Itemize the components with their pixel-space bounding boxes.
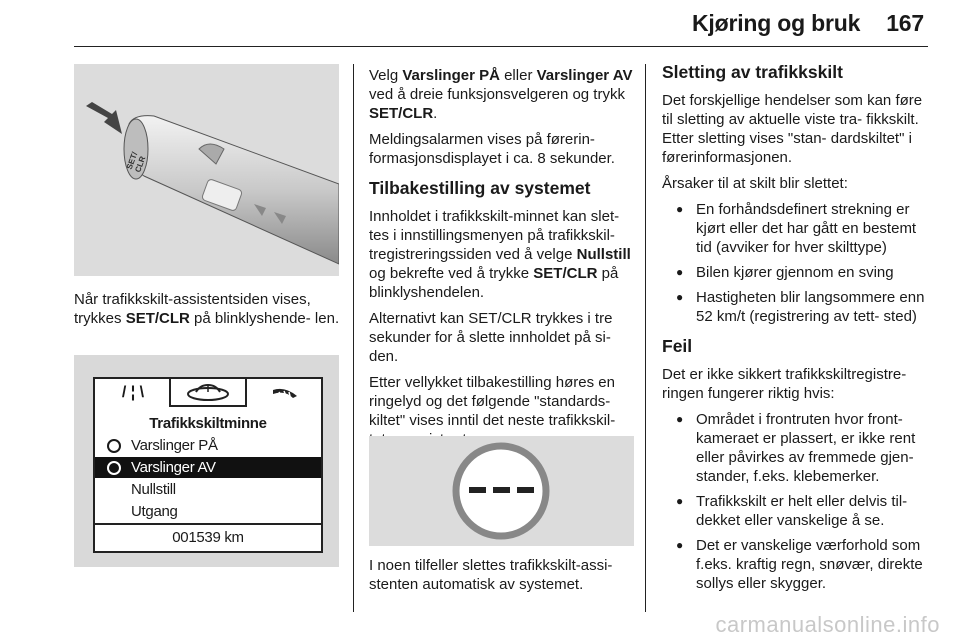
middle-paragraph-2: Meldingsalarmen vises på førerin- formasjonsdisplayet i ca. 8 sekunder. — [369, 131, 615, 167]
car-icon — [186, 383, 230, 401]
page-number: 167 — [886, 10, 924, 36]
odometer: 001539 km — [95, 523, 321, 551]
menu-item-nullstill[interactable] — [95, 479, 321, 500]
header-rule — [74, 46, 928, 47]
middle-paragraph-1 — [369, 66, 635, 123]
text-run: på blinklyshendelen. — [369, 265, 619, 301]
list-item: ● Det er vanskelige værforhold som f.eks. kraftig regn, snøvær, direkte sollys eller skygger. — [662, 536, 932, 593]
menu-item-label: Varslinger AV — [131, 459, 216, 476]
text-run-bold: Varslinger AV — [536, 67, 633, 84]
left-column-text — [74, 290, 340, 335]
text-run: ved å dreie funksjonsvelgeren og trykk — [369, 86, 625, 103]
tab-settings-icon — [255, 379, 315, 407]
fault-list — [662, 410, 932, 593]
standard-sign-illustration — [369, 436, 634, 546]
menu-item-label: Utgang — [131, 503, 178, 520]
text-run-bold: SET/CLR — [533, 265, 598, 282]
section-title: Kjøring og bruk — [692, 10, 861, 36]
list-item: ● Hastigheten blir langsommere enn 52 km/t (registrering av tett- sted) — [662, 288, 932, 326]
column-divider-2 — [645, 64, 646, 612]
menu-title: Trafikkskiltminne — [149, 415, 267, 432]
fault-heading: Feil — [662, 336, 693, 356]
menu-item-utgang[interactable] — [95, 501, 321, 522]
reasons-list — [662, 200, 932, 326]
watermark: carmanualsonline.info — [715, 612, 940, 637]
middle-column — [369, 66, 635, 456]
text-run: og bekrefte ved å trykke — [369, 265, 534, 282]
right-column — [662, 60, 932, 599]
display-illustration — [74, 355, 339, 567]
text-run: . — [433, 105, 438, 122]
menu-item-label: Nullstill — [131, 481, 176, 498]
list-item: ● Området i frontruten hvor front- kameraet er plassert, er ikke rent eller påvirkes av fremmede gjen- stander, f.eks. klebemerker. — [662, 410, 932, 486]
reset-heading: Tilbakestilling av systemet — [369, 178, 591, 198]
text-run-bold: SET/CLR — [369, 105, 434, 122]
display-tabs — [95, 379, 321, 407]
tab-car-icon — [169, 379, 247, 407]
left-paragraph — [74, 290, 340, 328]
list-item: ● En forhåndsdefinert strekning er kjørt eller det har gått en bestemt tid (avviker for hver skilttype) — [662, 200, 932, 257]
text-run-bold: Nullstill — [576, 246, 631, 263]
stalk-illustration — [74, 64, 339, 276]
standard-sign-icon — [369, 436, 634, 546]
text-run: eller — [499, 67, 537, 84]
text-run: på blinklyshende- len. — [189, 310, 340, 327]
menu-item-label: Varslinger PÅ — [131, 437, 218, 454]
middle-paragraph-3 — [369, 207, 635, 302]
swoosh-icon — [271, 386, 299, 400]
radio-icon — [107, 461, 121, 475]
radio-icon — [107, 439, 121, 453]
text-run-bold: Varslinger PÅ — [402, 67, 500, 84]
turn-signal-stalk-icon — [74, 64, 339, 276]
page-header — [692, 10, 924, 37]
middle-paragraph-5: Etter vellykket tilbakestilling høres en ringelyd og det følgende "standards- kiltet" vises inntil det neste trafikkskil- — [369, 374, 616, 429]
middle-paragraph-6: I noen tilfeller slettes trafikkskilt-assi- stenten automatisk av systemet. — [369, 557, 613, 593]
right-paragraph-2: Årsaker til at skilt blir slettet: — [662, 175, 848, 192]
list-item: ● Bilen kjører gjennom en sving — [662, 263, 932, 282]
stalk-label: SET/ CLR — [124, 150, 148, 174]
column-divider-1 — [353, 64, 354, 612]
info-display-menu — [93, 377, 323, 553]
tab-lane-icon: / ¦ \ — [121, 384, 145, 401]
text-run: Når trafikkskilt-assistentsiden vises, trykkes — [74, 291, 311, 327]
menu-item-varslinger-pa[interactable] — [95, 435, 321, 456]
deletion-heading: Sletting av trafikkskilt — [662, 62, 843, 82]
right-paragraph-3: Det er ikke sikkert trafikkskiltregistre- ringen fungerer riktig hvis: — [662, 366, 907, 402]
menu-item-varslinger-av[interactable] — [95, 457, 321, 478]
text-run-bold: SET/CLR — [125, 310, 190, 327]
text-run: Innholdet i trafikkskilt-minnet kan slet- tes i innstillingsmenyen på trafikkskil- tregistreringssiden ved å velge — [369, 208, 620, 263]
list-item: ● Trafikkskilt er helt eller delvis til- dekket eller vanskelige å se. — [662, 492, 932, 530]
middle-column-bottom — [369, 556, 635, 601]
right-paragraph-1: Det forskjellige hendelser som kan føre til sletting av aktuelle viste tra- fikkskilt. Etter sletting vises "stan- dardskiltet" i førerinformasjonen. — [662, 92, 923, 166]
text-run: Velg — [369, 67, 403, 84]
middle-paragraph-4: Alternativt kan SET/CLR trykkes i tre sekunder for å slette innholdet på si- den. — [369, 310, 613, 365]
